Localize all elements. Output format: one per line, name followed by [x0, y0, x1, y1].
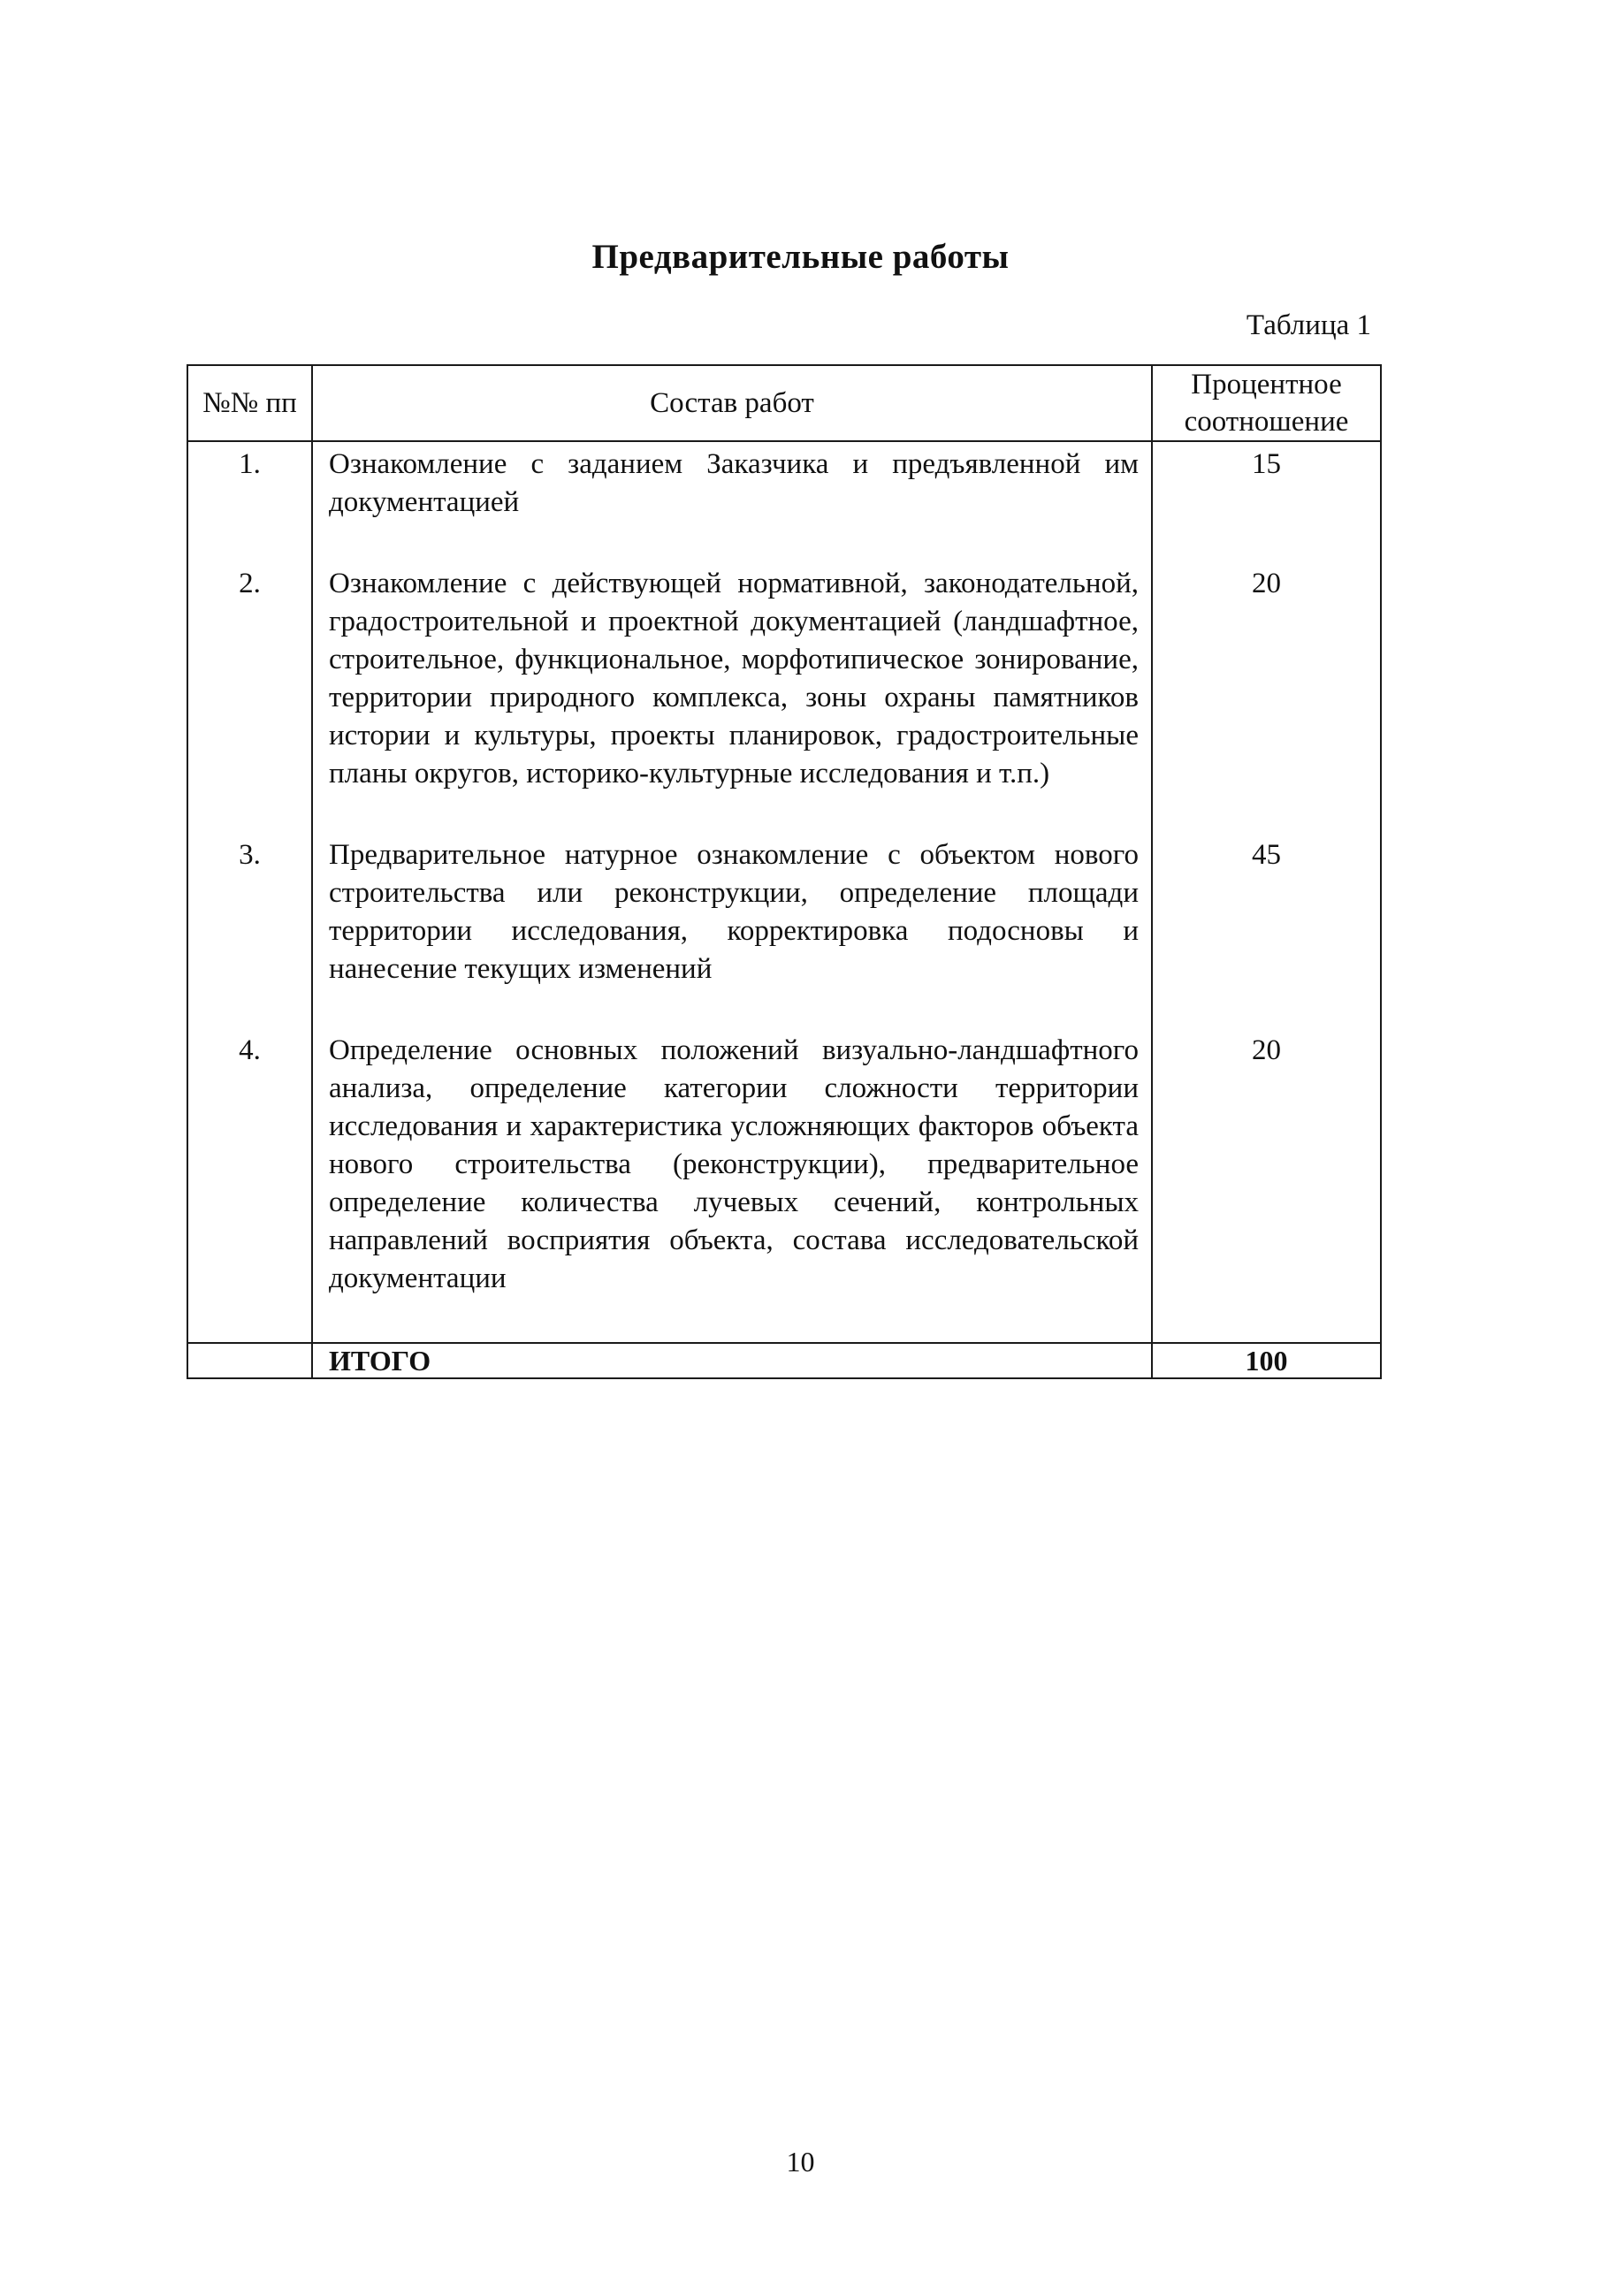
row-percent: 15 — [1152, 441, 1381, 561]
table-row — [187, 1028, 1381, 1343]
row-work-description: Предварительное натурное ознакомление с объектом нового строительства или реконструкции, определение площади территории исследования, корректировка подосновы и нанесение текущих изменений — [312, 833, 1152, 1028]
table-header-row — [187, 365, 1381, 441]
row-work-description: Определение основных положений визуально-ландшафтного анализа, определение категории сложности территории исследования и характеристика усложняющих факторов объекта нового строительства (реконструкции), предварительное определение количества лучевых сечений, контрольных направлений восприятия объекта, состава исследовательской документации — [312, 1028, 1152, 1343]
row-number: 2. — [187, 561, 312, 833]
row-percent: 20 — [1152, 561, 1381, 833]
row-percent: 20 — [1152, 1028, 1381, 1343]
work-composition-table — [187, 364, 1382, 1379]
row-percent: 45 — [1152, 833, 1381, 1028]
row-work-description: Ознакомление с заданием Заказчика и предъявленной им документацией — [312, 441, 1152, 561]
table-caption: Таблица 1 — [1246, 309, 1371, 341]
total-row — [187, 1343, 1381, 1378]
table-row — [187, 561, 1381, 833]
row-work-description: Ознакомление с действующей нормативной, законодательной, градостроительной и проектной документацией (ландшафтное, строительное, функциональное, морфотипическое зонирование, территории природного комплекса, зоны охраны памятников истории и культуры, проекты планировок, градостроительные планы округов, историко-культурные исследования и т.п.) — [312, 561, 1152, 833]
row-number: 4. — [187, 1028, 312, 1343]
page-number: 10 — [786, 2146, 815, 2178]
page-title: Предварительные работы — [591, 238, 1010, 276]
total-percent: 100 — [1152, 1343, 1381, 1378]
row-number: 1. — [187, 441, 312, 561]
header-percent: Процентное соотношение — [1152, 365, 1381, 441]
table-row — [187, 833, 1381, 1028]
row-number: 3. — [187, 833, 312, 1028]
total-number-cell — [187, 1343, 312, 1378]
header-work: Состав работ — [312, 365, 1152, 441]
header-number: №№ пп — [187, 365, 312, 441]
total-label: ИТОГО — [312, 1343, 1152, 1378]
table-row — [187, 441, 1381, 561]
